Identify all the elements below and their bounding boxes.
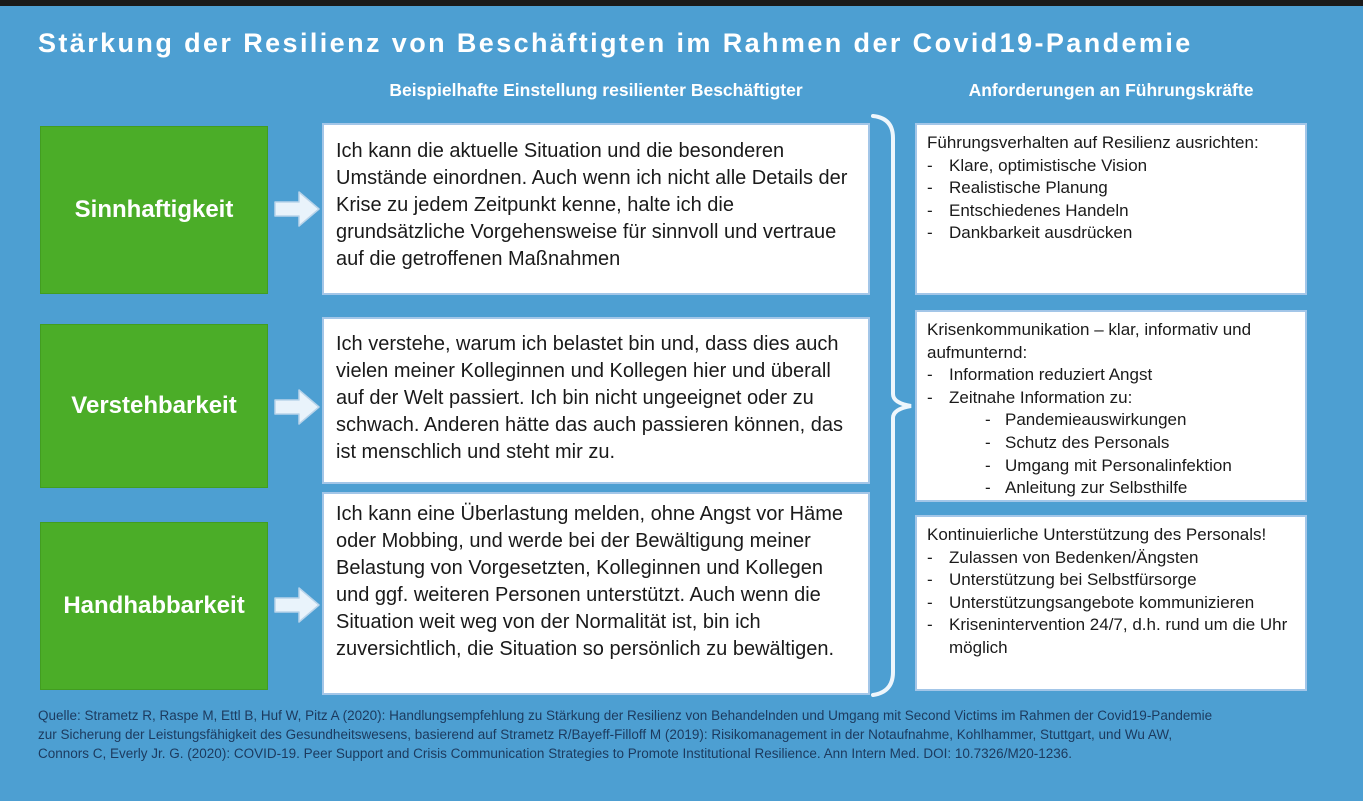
bullet-dash: -	[927, 547, 933, 567]
statement-box-handhabbarkeit	[322, 492, 870, 695]
bullet-list	[925, 547, 1297, 660]
concept-label: Handhabbarkeit	[63, 592, 245, 619]
bullet-dash: -	[927, 615, 933, 635]
source-citation	[38, 707, 1338, 764]
bullet-item	[925, 592, 1297, 615]
bullet-text: Krisenintervention 24/7, d.h. rund um die Uhr möglich	[949, 615, 1288, 658]
sub-bullet-item	[983, 455, 1297, 478]
bullet-text: Unterstützungsangebote kommunizieren	[949, 592, 1255, 612]
statement-box-verstehbarkeit	[322, 317, 870, 484]
bullet-list	[925, 155, 1297, 245]
bullet-item	[925, 200, 1297, 223]
leadership-heading: Krisenkommunikation – klar, informativ und aufmunternd:	[927, 320, 1252, 362]
bullet-text: Zulassen von Bedenken/Ängsten	[949, 547, 1199, 567]
bullet-dash: -	[927, 570, 933, 590]
sub-bullet-item	[983, 477, 1297, 500]
bullet-item	[925, 155, 1297, 178]
citation-line: Connors C, Everly Jr. G. (2020): COVID-19. Peer Support and Crisis Communication Strategies to Promote Institutional Resilience. Ann Intern Med. DOI: 10.7326/M20-1236.	[38, 745, 1072, 761]
bullet-dash: -	[985, 478, 991, 498]
bullet-dash: -	[985, 410, 991, 430]
concept-box-sinnhaftigkeit	[40, 126, 268, 294]
concept-box-handhabbarkeit	[40, 522, 268, 690]
leadership-box-krisenkommunikation	[915, 310, 1307, 502]
bullet-dash: -	[927, 200, 933, 220]
leadership-box-unterstuetzung	[915, 515, 1307, 691]
bullet-dash: -	[927, 387, 933, 407]
bullet-item	[925, 364, 1297, 387]
bullet-item	[925, 614, 1297, 659]
bullet-item	[925, 569, 1297, 592]
sub-bullet-item	[983, 409, 1297, 432]
citation-line: zur Sicherung der Leistungsfähigkeit des Gesundheitswesens, basierend auf Strametz R/Bayeff-Filloff M (2019): Risikomanagement in der Notaufnahme, Kohlhammer, Stuttgart, und Wu AW,	[38, 726, 1173, 742]
statement-text: Ich verstehe, warum ich belastet bin und, dass dies auch vielen meiner Kolleginnen und Kollegen hier und überall auf der Welt passiert. Ich bin nicht ungeeignet oder zu schwach. Anderen hätte das auch passieren können, das ist menschlich und steht mir zu.	[336, 333, 844, 463]
citation-line: Quelle: Strametz R, Raspe M, Ettl B, Huf W, Pitz A (2020): Handlungsempfehlung zu Stärkung der Resilienz von Behandelnden und Umgang mit Second Victims im Rahmen der Covid19-Pandemie	[38, 708, 1213, 723]
bullet-text: Entschiedenes Handeln	[949, 200, 1129, 220]
column-header-employees: Beispielhafte Einstellung resilienter Beschäftigter	[389, 80, 803, 100]
bullet-text: Umgang mit Personalinfektion	[1005, 455, 1232, 475]
bullet-text: Unterstützung bei Selbstfürsorge	[949, 570, 1197, 590]
concept-label: Verstehbarkeit	[71, 392, 237, 419]
leadership-heading: Führungsverhalten auf Resilienz ausrichten:	[927, 133, 1259, 152]
bullet-dash: -	[927, 155, 933, 175]
bullet-text: Realistische Planung	[949, 178, 1108, 198]
bullet-dash: -	[985, 455, 991, 475]
bullet-text: Anleitung zur Selbsthilfe	[1005, 478, 1188, 498]
bullet-dash: -	[927, 592, 933, 612]
top-border-bar	[0, 0, 1363, 6]
bullet-dash: -	[927, 223, 933, 243]
column-header-leaders: Anforderungen an Führungskräfte	[968, 80, 1254, 100]
bullet-item	[925, 547, 1297, 570]
bullet-item	[925, 222, 1297, 245]
concept-label: Sinnhaftigkeit	[74, 196, 234, 223]
right-arrow-icon	[273, 386, 321, 428]
sub-bullet-item	[983, 432, 1297, 455]
bullet-text: Pandemieauswirkungen	[1005, 410, 1187, 430]
bullet-dash: -	[927, 178, 933, 198]
right-arrow-icon	[273, 584, 321, 626]
bullet-item	[925, 177, 1297, 200]
leadership-box-fuehrungsverhalten	[915, 123, 1307, 295]
page-title: Stärkung der Resilienz von Beschäftigten im Rahmen der Covid19-Pandemie	[38, 28, 1193, 58]
bullet-text: Dankbarkeit ausdrücken	[949, 223, 1133, 243]
curly-brace-icon	[863, 112, 917, 700]
statement-text: Ich kann eine Überlastung melden, ohne Angst vor Häme oder Mobbing, und werde bei der Bewältigung meiner Belastung von Vorgesetzten, Kolleginnen und Kollegen und ggf. weiteren Personen unterstützt. Auch wenn die Situation weit weg von der Normalität ist, bin ich zuversichtlich, die Situation so persönlich zu bewältigen.	[336, 503, 843, 660]
bullet-dash: -	[927, 365, 933, 385]
concept-box-verstehbarkeit	[40, 324, 268, 488]
bullet-text: Schutz des Personals	[1005, 433, 1170, 453]
right-arrow-icon	[273, 188, 321, 230]
leadership-heading: Kontinuierliche Unterstützung des Personals!	[927, 525, 1267, 544]
sub-bullet-list	[983, 409, 1297, 499]
statement-box-sinnhaftigkeit	[322, 123, 870, 295]
bullet-list	[925, 364, 1297, 409]
statement-text: Ich kann die aktuelle Situation und die besonderen Umstände einordnen. Auch wenn ich nicht alle Details der Krise zu jedem Zeitpunkt kenne, halte ich die grundsätzliche Vorgehensweise für sinnvoll und vertraue auf die getroffenen Maßnahmen	[336, 140, 848, 270]
bullet-item	[925, 387, 1297, 410]
bullet-text: Information reduziert Angst	[949, 365, 1153, 385]
bullet-dash: -	[985, 433, 991, 453]
bullet-text: Klare, optimistische Vision	[949, 155, 1148, 175]
bullet-text: Zeitnahe Information zu:	[949, 387, 1133, 407]
